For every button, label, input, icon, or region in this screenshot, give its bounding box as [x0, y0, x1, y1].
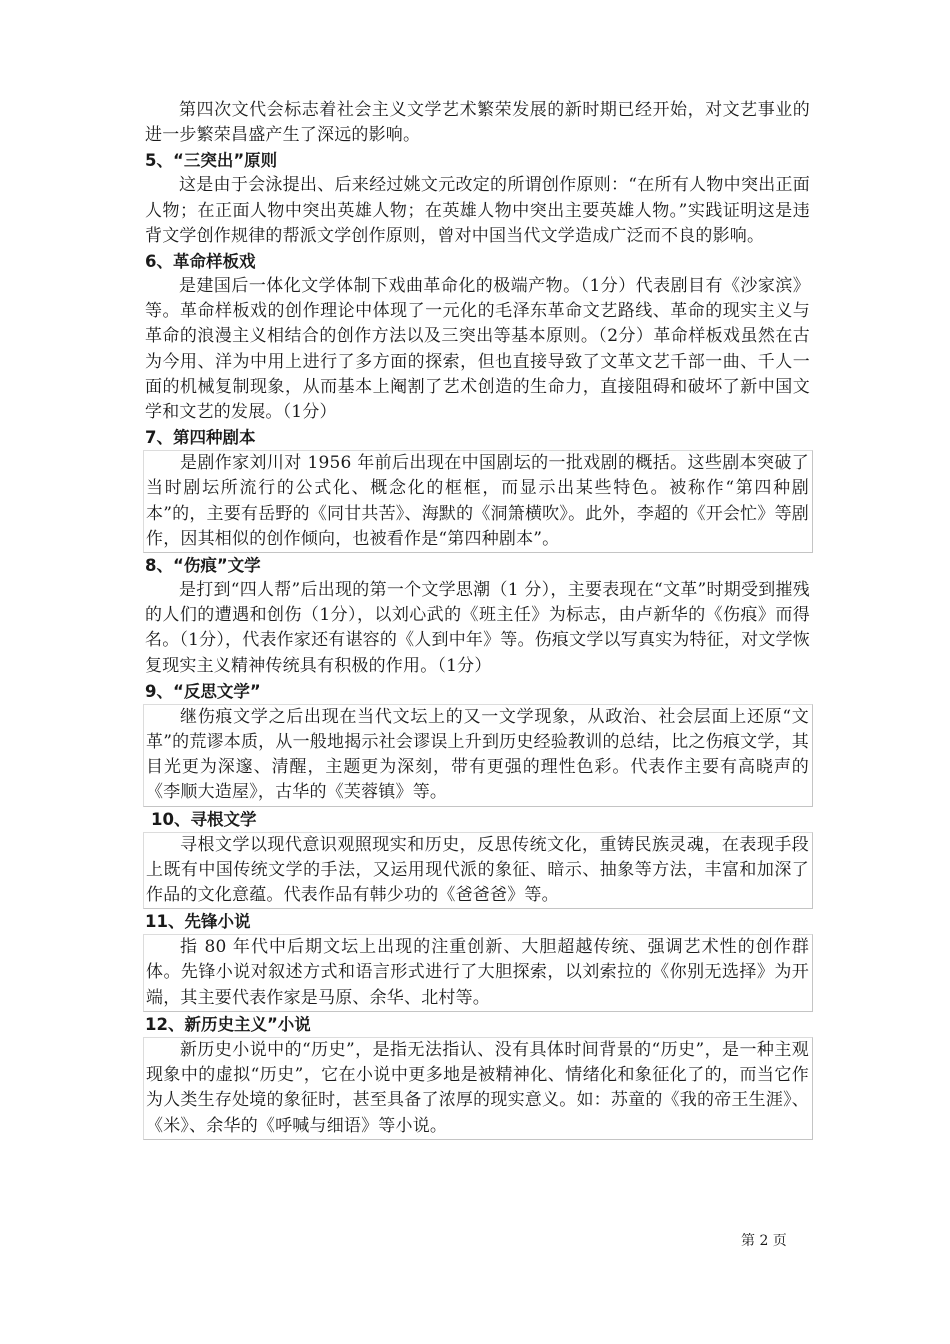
section-heading-9: 9、“反思文学” — [145, 681, 261, 701]
section-body-5: 这是由于会泳提出、后来经过姚文元改定的所谓创作原则：“在所有人物中突出正面人物；在正面人物中突出英雄人物；在英雄人物中突出主要英雄人物。”实践证明这是违背文学创作规律的帮派文学创作原则，曾对中国当代文学造成广泛而不良的影响。 — [145, 175, 810, 246]
section-heading-11: 11、先锋小说 — [145, 912, 251, 932]
section-body-11: 指 80 年代中后期文坛上出现的注重创新、大胆超越传统、强调艺术性的创作群体。先锋小说对叙述方式和语言形式进行了大胆探索，以刘索拉的《你别无选择》为开端，其主要代表作家是马原、余华、北村等。 — [143, 934, 813, 1012]
section-body-12: 新历史小说中的“历史”，是指无法指认、没有具体时间背景的“历史”，是一种主观现象中的虚拟“历史”，它在小说中更多地是被精神化、情绪化和象征化了的，而当它作为人类生存处境的象征时，甚至具备了浓厚的现实意义。如：苏童的《我的帝王生涯》、《米》、余华的《呼喊与细语》等小说。 — [143, 1037, 813, 1140]
section-body-7: 是剧作家刘川对 1956 年前后出现在中国剧坛的一批戏剧的概括。这些剧本突破了当时剧坛所流行的公式化、概念化的框框，而显示出某些特色。被称作“第四种剧本”的，主要有岳野的《同甘共苦》、海默的《洞箫横吹》。此外，李超的《开会忙》等剧作，因其相似的创作倾向，也被看作是“第四种剧本”。 — [143, 450, 813, 553]
section-heading-10: 10、寻根文学 — [151, 809, 257, 829]
section-body-8: 是打到“四人帮”后出现的第一个文学思潮（1 分），主要表现在“文革”时期受到摧残的人们的遭遇和创伤（1分），以刘心武的《班主任》为标志，由卢新华的《伤痕》而得名。（1分），代表作家还有谌容的《人到中年》等。伤痕文学以写真实为特征，对文学恢复现实主义精神传统具有积极的作用。（1分） — [145, 580, 810, 676]
intro-paragraph: 第四次文代会标志着社会主义文学艺术繁荣发展的新时期已经开始，对文艺事业的进一步繁荣昌盛产生了深远的影响。 — [145, 100, 810, 146]
section-body-6: 是建国后一体化文学体制下戏曲革命化的极端产物。（1分）代表剧目有《沙家滨》等。革命样板戏的创作理论中体现了一元化的毛泽东革命文艺路线、革命的现实主义与革命的浪漫主义相结合的创作方法以及三突出等基本原则。（2分）革命样板戏虽然在古为今用、洋为中用上进行了多方面的探索，但也直接导致了文革文艺千部一曲、千人一面的机械复制现象，从而基本上阉割了艺术创造的生命力，直接阻碍和破坏了新中国文学和文艺的发展。（1分） — [145, 276, 810, 423]
section-heading-8: 8、“伤痕”文学 — [145, 556, 261, 576]
section-heading-5: 5、“三突出”原则 — [145, 151, 278, 171]
section-heading-6: 6、革命样板戏 — [145, 252, 256, 272]
section-body-10: 寻根文学以现代意识观照现实和历史，反思传统文化，重铸民族灵魂，在表现手段上既有中国传统文学的手法，又运用现代派的象征、暗示、抽象等方法，丰富和加深了作品的文化意蕴。代表作品有韩少功的《爸爸爸》等。 — [143, 832, 813, 910]
page-number: 第 2 页 — [741, 1233, 787, 1249]
section-heading-12: 12、新历史主义”小说 — [145, 1014, 311, 1034]
section-heading-7: 7、第四种剧本 — [145, 428, 256, 448]
page-content — [145, 98, 810, 1140]
section-body-9: 继伤痕文学之后出现在当代文坛上的又一文学现象，从政治、社会层面上还原“文革”的荒谬本质，从一般地揭示社会谬误上升到历史经验教训的总结，比之伤痕文学，其目光更为深邃、清醒，主题更为深刻，带有更强的理性色彩。代表作主要有高晓声的《李顺大造屋》，古华的《芙蓉镇》等。 — [143, 704, 813, 807]
